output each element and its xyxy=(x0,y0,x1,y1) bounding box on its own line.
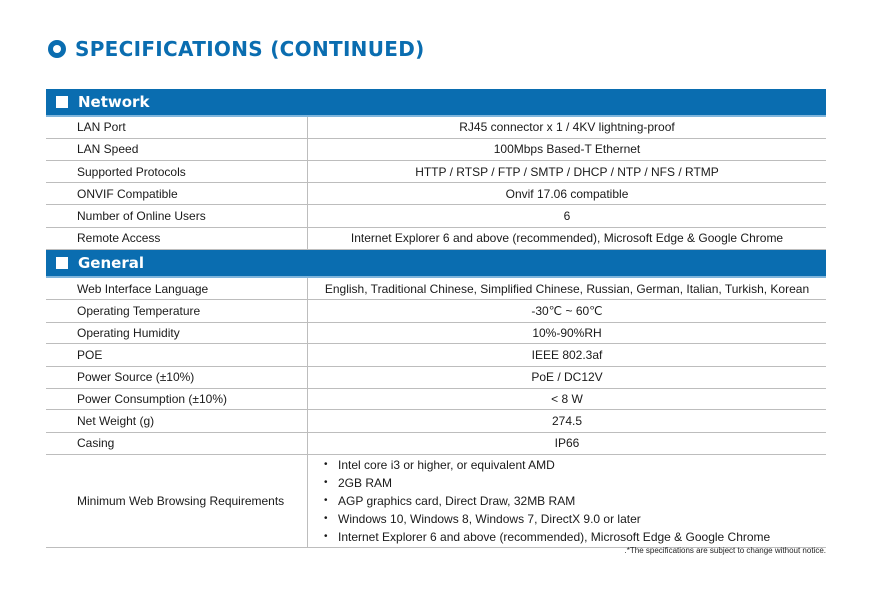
page-heading xyxy=(48,36,425,62)
row-value: RJ45 connector x 1 / 4KV lightning-proof xyxy=(459,120,675,135)
row-label: Operating Temperature xyxy=(46,300,308,321)
row-value: IEEE 802.3af xyxy=(531,347,603,362)
row-value: Onvif 17.06 compatible xyxy=(505,186,629,201)
table-row xyxy=(46,300,826,322)
row-label: Supported Protocols xyxy=(46,161,308,182)
list-item: • Windows 10, Windows 8, Windows 7, DirectX 9.0 or later xyxy=(324,510,770,528)
table-row xyxy=(46,323,826,345)
row-value: IP66 xyxy=(554,436,580,451)
section-title: Network xyxy=(78,93,150,111)
table-row xyxy=(46,278,826,300)
row-label: POE xyxy=(46,344,308,365)
table-row xyxy=(46,183,826,205)
row-label: Number of Online Users xyxy=(46,205,308,226)
list-item: • Intel core i3 or higher, or equivalent AMD xyxy=(324,456,770,474)
footnote: .*The specifications are subject to change without notice. xyxy=(624,546,826,555)
row-value: 10%-90%RH xyxy=(532,325,602,340)
row-label: ONVIF Compatible xyxy=(46,183,308,204)
row-value: PoE / DC12V xyxy=(531,370,603,385)
row-label: Web Interface Language xyxy=(46,278,308,299)
row-label: Minimum Web Browsing Requirements xyxy=(46,455,308,547)
table-row xyxy=(46,117,826,139)
page-title: SPECIFICATIONS (CONTINUED) xyxy=(75,37,425,61)
row-label: LAN Speed xyxy=(46,139,308,160)
table-row xyxy=(46,344,826,366)
spec-table xyxy=(46,89,826,548)
row-value: HTTP / RTSP / FTP / SMTP / DHCP / NTP / NFS / RTMP xyxy=(415,164,719,179)
circle-bullet-icon xyxy=(48,40,66,58)
row-value: Internet Explorer 6 and above (recommended), Microsoft Edge & Google Chrome xyxy=(350,231,784,246)
table-row xyxy=(46,433,826,455)
table-row-requirements xyxy=(46,455,826,548)
row-label: Net Weight (g) xyxy=(46,410,308,431)
table-row xyxy=(46,389,826,411)
row-value: 6 xyxy=(563,209,571,224)
table-row xyxy=(46,139,826,161)
list-item: • 2GB RAM xyxy=(324,474,770,492)
table-row xyxy=(46,410,826,432)
table-row xyxy=(46,228,826,250)
list-item: • AGP graphics card, Direct Draw, 32MB RAM xyxy=(324,492,770,510)
row-value: 100Mbps Based-T Ethernet xyxy=(493,142,641,157)
row-value: English, Traditional Chinese, Simplified Chinese, Russian, German, Italian, Turkish, Korean xyxy=(324,281,810,296)
row-label: Operating Humidity xyxy=(46,323,308,344)
section-title: General xyxy=(78,254,144,273)
row-label: Power Consumption (±10%) xyxy=(46,389,308,410)
list-item: • Internet Explorer 6 and above (recommended), Microsoft Edge & Google Chrome xyxy=(324,528,770,546)
row-value: -30℃ ~ 60℃ xyxy=(531,304,603,319)
square-bullet-icon xyxy=(56,257,68,269)
requirements-list xyxy=(308,455,826,547)
row-label: LAN Port xyxy=(46,117,308,138)
table-row xyxy=(46,205,826,227)
table-row xyxy=(46,161,826,183)
row-value: 274.5 xyxy=(551,414,583,429)
table-row xyxy=(46,367,826,389)
section-header-general xyxy=(46,250,826,278)
row-label: Casing xyxy=(46,433,308,454)
section-header-network xyxy=(46,89,826,117)
row-value: < 8 W xyxy=(551,392,583,407)
square-bullet-icon xyxy=(56,96,68,108)
row-label: Power Source (±10%) xyxy=(46,367,308,388)
row-label: Remote Access xyxy=(46,228,308,249)
